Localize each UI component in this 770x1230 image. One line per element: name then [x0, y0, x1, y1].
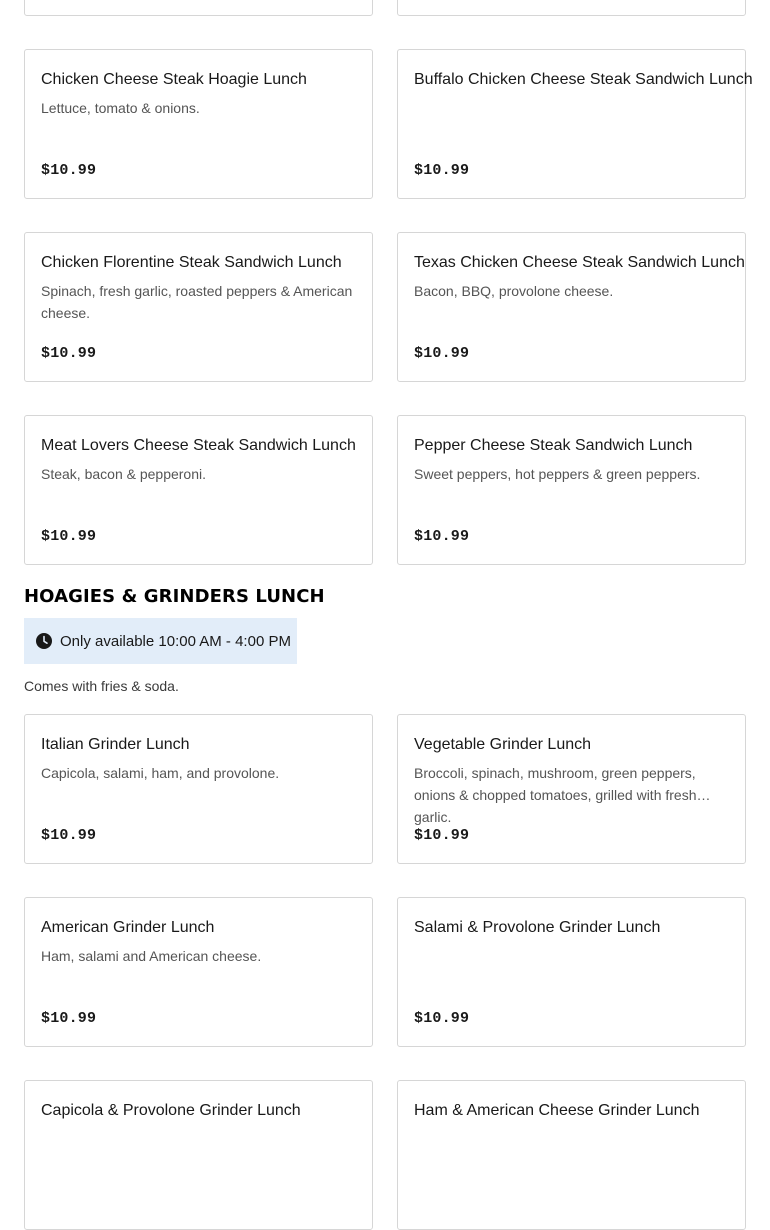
- menu-item-title: Chicken Florentine Steak Sandwich Lunch: [41, 254, 342, 271]
- menu-item-card[interactable]: [397, 415, 746, 565]
- menu-item-description: Sweet peppers, hot peppers & green peppers.: [414, 466, 701, 482]
- hoagies-items-grid: [24, 714, 746, 1230]
- menu-item-price: $10.99: [414, 528, 470, 545]
- menu-item-title: Texas Chicken Cheese Steak Sandwich Lunch: [414, 254, 745, 271]
- section-note: Comes with fries & soda.: [24, 678, 179, 694]
- menu-item-title: Capicola & Provolone Grinder Lunch: [41, 1102, 301, 1119]
- menu-item-card[interactable]: [24, 1080, 373, 1230]
- menu-item-title: Salami & Provolone Grinder Lunch: [414, 919, 661, 936]
- section-title: HOAGIES & GRINDERS LUNCH: [24, 586, 325, 607]
- menu-item-card[interactable]: [397, 49, 753, 199]
- menu-item-description: Capicola, salami, ham, and provolone.: [41, 765, 280, 781]
- menu-item-description: Lettuce, tomato & onions.: [41, 100, 200, 116]
- menu-item-title: Ham & American Cheese Grinder Lunch: [414, 1102, 700, 1119]
- menu-item-price: $10.99: [41, 162, 97, 179]
- menu-item-card[interactable]: [397, 714, 746, 864]
- menu-item-description: Steak, bacon & pepperoni.: [41, 466, 207, 482]
- menu-item-card[interactable]: [24, 714, 373, 864]
- menu-item-card[interactable]: [397, 0, 746, 16]
- menu-item-description: Spinach, fresh garlic, roasted peppers & American cheese.: [41, 283, 353, 321]
- menu-item-title: Meat Lovers Cheese Steak Sandwich Lunch: [41, 437, 356, 454]
- menu-item-price: $10.99: [414, 1010, 470, 1027]
- menu-item-description: Bacon, BBQ, provolone cheese.: [414, 283, 614, 299]
- availability-text: Only available 10:00 AM - 4:00 PM: [60, 632, 291, 650]
- menu-item-price: $10.99: [41, 1010, 97, 1027]
- steak-items-grid: [24, 0, 753, 565]
- menu-item-card[interactable]: [24, 232, 373, 382]
- menu-item-description: Ham, salami and American cheese.: [41, 948, 262, 964]
- menu-item-price: $10.99: [41, 345, 97, 362]
- menu-item-title: American Grinder Lunch: [41, 919, 215, 936]
- availability-banner: [24, 618, 297, 664]
- menu-item-card[interactable]: [397, 897, 746, 1047]
- menu-item-price: $10.99: [414, 827, 470, 844]
- menu-item-price: $10.99: [414, 162, 470, 179]
- menu-item-title: Chicken Cheese Steak Hoagie Lunch: [41, 71, 307, 88]
- menu-item-card[interactable]: [24, 0, 373, 16]
- menu-item-price: $10.99: [41, 528, 97, 545]
- menu-item-card[interactable]: [24, 49, 373, 199]
- menu-item-card[interactable]: [397, 1080, 746, 1230]
- menu-item-title: Pepper Cheese Steak Sandwich Lunch: [414, 437, 693, 454]
- menu-item-card[interactable]: [24, 415, 373, 565]
- menu-item-description: Broccoli, spinach, mushroom, green peppers, onions & chopped tomatoes, grilled with fresh garlic.: [414, 765, 697, 825]
- menu-item-price: $10.99: [414, 345, 470, 362]
- menu-item-title: Buffalo Chicken Cheese Steak Sandwich Lunch: [414, 71, 753, 88]
- menu-item-card[interactable]: [24, 897, 373, 1047]
- menu-item-title: Italian Grinder Lunch: [41, 736, 190, 753]
- clock-icon: [36, 633, 52, 649]
- menu-item-title: Vegetable Grinder Lunch: [414, 736, 592, 753]
- menu-item-card[interactable]: [397, 232, 746, 382]
- menu-item-price: $10.99: [41, 827, 97, 844]
